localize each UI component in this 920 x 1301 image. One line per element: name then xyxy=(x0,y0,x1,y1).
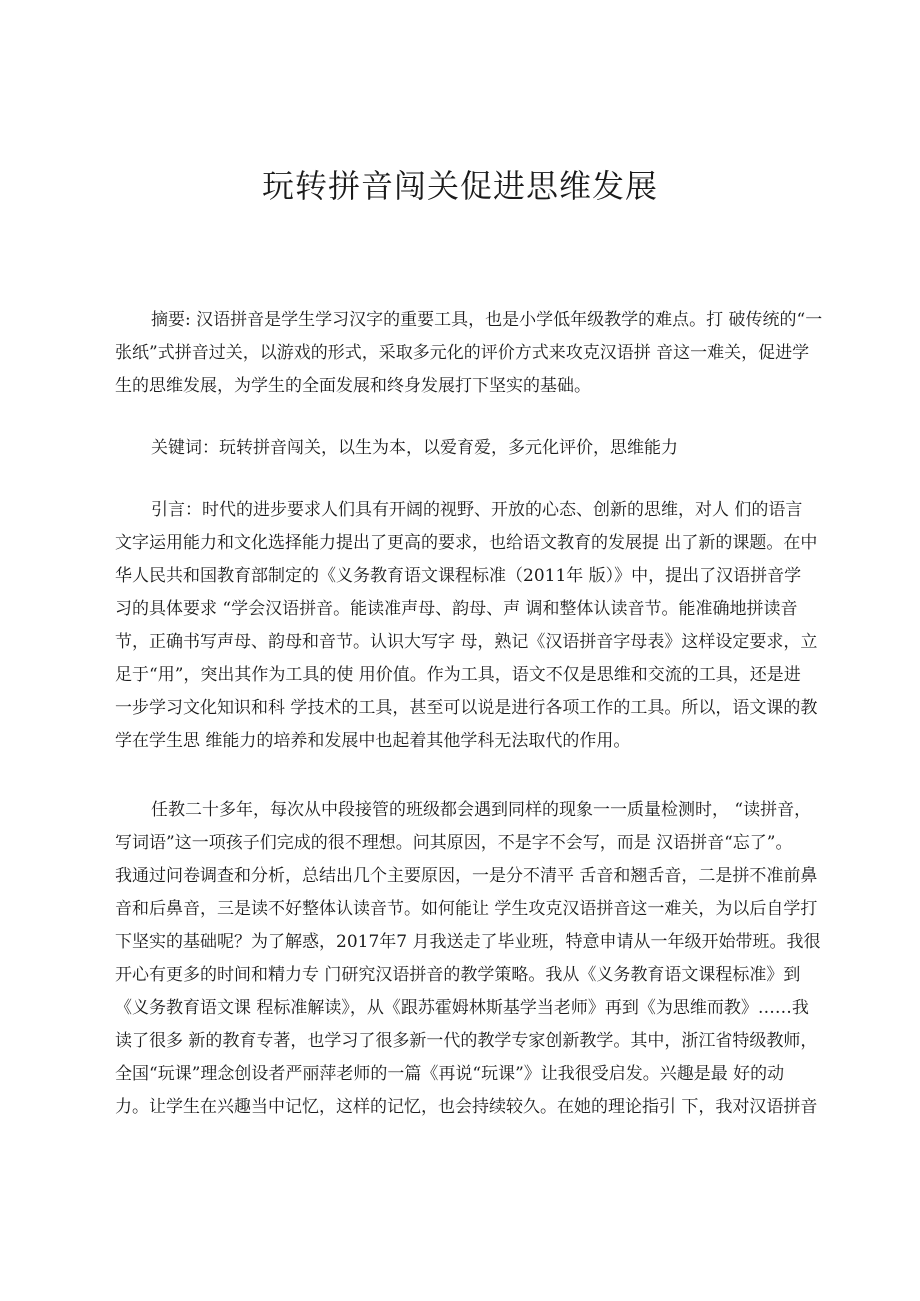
intro-line: 华人民共和国教育部制定的《义务教育语文课程标准（2011年 版）》中，提出了汉语拼音学 xyxy=(115,566,802,586)
main-line: 读了很多 新的教育专著，也学习了很多新一代的教学专家创新教学。其中，浙江省特级教师， xyxy=(115,1031,818,1051)
main-line: 下坚实的基础呢？为了解惑，2017年7 月我送走了毕业班，特意申请从一年级开始带班。我很 xyxy=(115,932,821,952)
main-line: 任教二十多年，每次从中段接管的班级都会遇到同样的现象一一质量检测时， “读拼音， xyxy=(151,800,812,820)
page-title: 玩转拼音闯关促进思维发展 xyxy=(261,167,658,205)
main-line: 全国“玩课”理念创设者严丽萍老师的一篇《再说“玩课”》让我很受启发。兴趣是最 好的动 xyxy=(115,1064,785,1084)
intro-line: 引言：时代的进步要求人们具有开阔的视野、开放的心态、创新的思维，对人 们的语言 xyxy=(151,500,803,520)
abstract-paragraph xyxy=(115,304,825,403)
main-line: 《义务教育语文课 程标准解读》，从《跟苏霍姆林斯基学当老师》再到《为思维而教》……我 xyxy=(115,998,809,1018)
main-line: 力。让学生在兴趣当中记忆，这样的记忆，也会持续较久。在她的理论指引 下，我对汉语拼音 xyxy=(115,1097,818,1117)
main-line: 开心有更多的时间和精力专 门研究汉语拼音的教学策略。我从《义务教育语文课程标准》到 xyxy=(115,965,801,985)
abstract-line: 生的思维发展，为学生的全面发展和终身发展打下坚实的基础。 xyxy=(115,376,591,396)
main-line: 音和后鼻音，三是读不好整体认读音节。如何能让 学生攻克汉语拼音这一难关，为以后自学打 xyxy=(115,899,818,919)
intro-line: 一步学习文化知识和科 学技术的工具，甚至可以说是进行各项工作的工具。所以，语文课的教 xyxy=(115,698,818,718)
intro-line: 习的具体要求 “学会汉语拼音。能读准声母、韵母、声 调和整体认读音节。能准确地拼读音 xyxy=(115,599,798,619)
keywords-paragraph xyxy=(115,432,825,465)
abstract-line: 摘要: 汉语拼音是学生学习汉字的重要工具，也是小学低年级教学的难点。打 破传统的“一 xyxy=(151,310,823,330)
intro-line: 文字运用能力和文化选择能力提出了更高的要求，也给语文教育的发展提 出了新的课题。在中 xyxy=(115,533,818,553)
main-paragraph xyxy=(115,794,825,1124)
intro-line: 节，正确书写声母、韵母和音节。认识大写字 母，熟记《汉语拼音字母表》这样设定要求，立 xyxy=(115,632,818,652)
keywords-line: 关键词：玩转拼音闯关，以生为本，以爱育爱，多元化评价，思维能力 xyxy=(151,438,678,458)
main-line: 写词语”这一项孩子们完成的很不理想。问其原因，不是字不会写，而是 汉语拼音“忘了”。 xyxy=(115,833,793,853)
intro-paragraph xyxy=(115,494,825,758)
abstract-line: 张纸”式拼音过关，以游戏的形式，采取多元化的评价方式来攻克汉语拼 音这一难关，促进学 xyxy=(115,343,810,363)
intro-line: 学在学生思 维能力的培养和发展中也起着其他学科无法取代的作用。 xyxy=(115,731,631,751)
intro-line: 足于“用”，突出其作为工具的使 用价值。作为工具，语文不仅是思维和交流的工具，还是进 xyxy=(115,665,801,685)
main-line: 我通过问卷调查和分析，总结出几个主要原因，一是分不清平 舌音和翘舌音，二是拼不准前鼻 xyxy=(115,866,818,886)
